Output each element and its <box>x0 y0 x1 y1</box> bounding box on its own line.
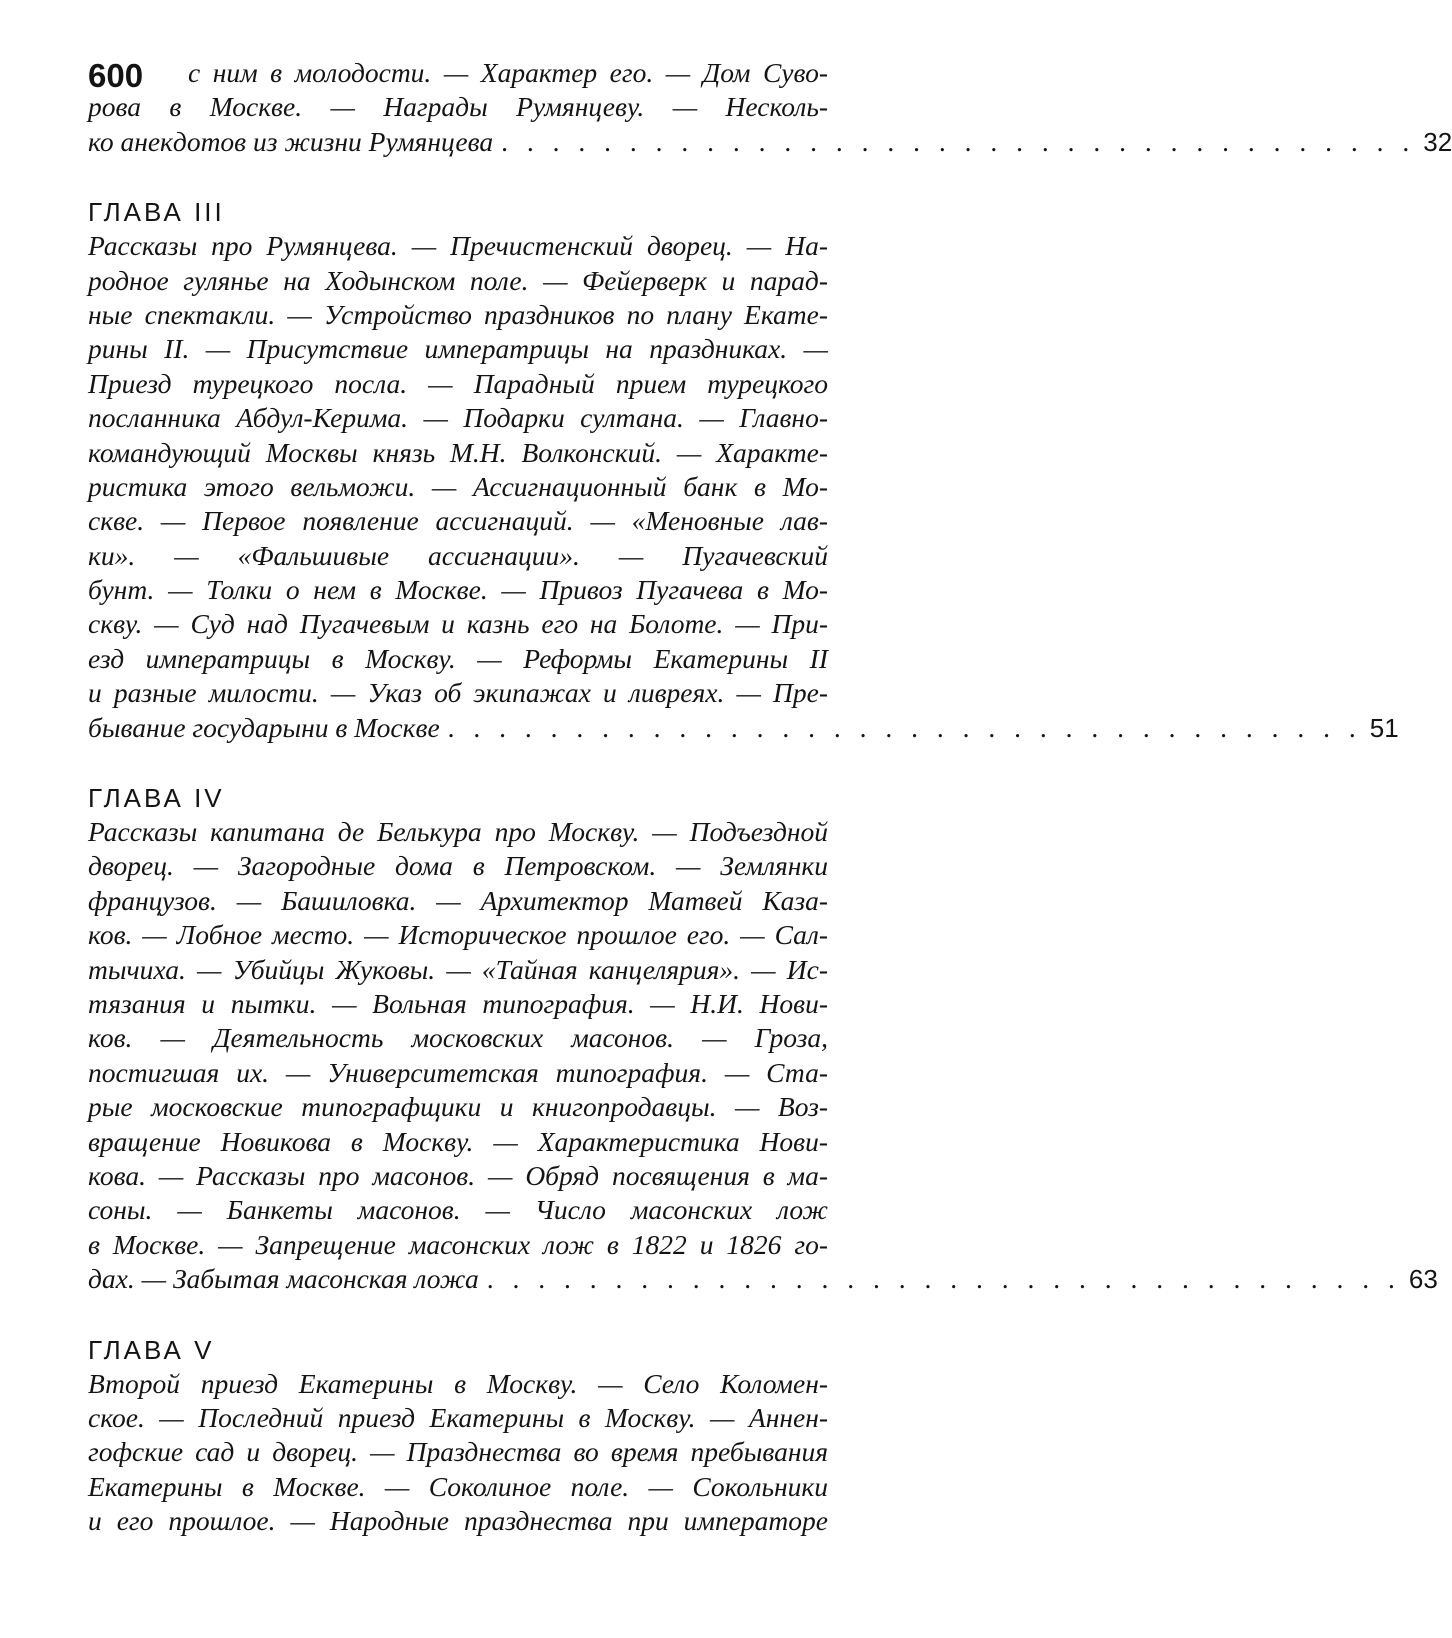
entry-line: дах. — Забытая масонская ложа <box>88 1263 479 1295</box>
entry-line: Рассказы про Румянцева. — Пречистенский дворец. — На- <box>88 230 828 262</box>
page-number: 600 <box>88 57 144 94</box>
chapter-heading: ГЛАВА IV <box>88 783 225 814</box>
entry-line: рые московские типографщики и книгопродавцы. — Воз- <box>88 1091 828 1123</box>
entry-line: рины II. — Присутствие императрицы на праздниках. — <box>88 333 828 365</box>
entry-line: ко анекдотов из жизни Румянцева <box>88 125 494 157</box>
leader-dots: . . . . . . . . . . . . . . . . . . . . . . . . . . . . . . . . . . . . <box>501 125 1416 157</box>
entry-line: Второй приезд Екатерины в Москву. — Село Коломен- <box>88 1367 828 1399</box>
entry-line: и его прошлое. — Народные празднества при императоре <box>88 1505 828 1537</box>
entry-line: езд императрицы в Москву. — Реформы Екатерины II <box>88 642 828 674</box>
leader-dots: . . . . . . . . . . . . . . . . . . . . . . . . . . . . . . . . . . . . <box>447 711 1362 743</box>
entry-last-line <box>88 125 1452 159</box>
toc-page <box>88 56 1452 1538</box>
entry-line: дворец. — Загородные дома в Петровском. — Землянки <box>88 850 828 882</box>
entry-line: Екатерины в Москве. — Соколиное поле. — Сокольники <box>88 1470 828 1502</box>
entry-line: вращение Новикова в Москву. — Характеристика Нови- <box>88 1125 828 1157</box>
entry-line: постигшая их. — Университетская типография. — Ста- <box>88 1056 828 1088</box>
chapter-heading: ГЛАВА V <box>88 1334 215 1365</box>
entry-line: французов. — Башиловка. — Архитектор Матвей Каза- <box>88 884 828 916</box>
entry-line: ков. — Деятельность московских масонов. — Гроза, <box>88 1022 828 1054</box>
entry-line: ные спектакли. — Устройство праздников по плану Екате- <box>88 298 828 330</box>
entry-line: ки». — «Фальшивые ассигнации». — Пугачевский <box>88 539 828 571</box>
entry-line: скве. — Первое появление ассигнаций. — «Меновные лав- <box>88 505 828 537</box>
entry-last-line <box>88 1262 1438 1296</box>
entry-line: соны. — Банкеты масонов. — Число масонских лож <box>88 1194 828 1226</box>
entry-page-number: 51 <box>1369 712 1399 743</box>
entry-line: тычиха. — Убийцы Жуковы. — «Тайная канцелярия». — Ис- <box>88 953 828 985</box>
entry-line: рова в Москве. — Награды Румянцеву. — Несколь- <box>88 91 828 123</box>
entry-line: кова. — Рассказы про масонов. — Обряд посвящения в ма- <box>88 1159 828 1191</box>
entry-line: ское. — Последний приезд Екатерины в Москву. — Аннен- <box>88 1401 828 1433</box>
entry-line: тязания и пытки. — Вольная типография. — Н.И. Нови- <box>88 987 828 1019</box>
toc-entry-chapter-3 <box>88 195 1399 745</box>
entry-line: родное гулянье на Ходынском поле. — Фейерверк и парад- <box>88 264 828 296</box>
entry-line: Рассказы капитана де Белькура про Москву. — Подъездной <box>88 816 828 848</box>
entry-line: бунт. — Толки о нем в Москве. — Привоз Пугачева в Мо- <box>88 574 828 606</box>
entry-line: в Москве. — Запрещение масонских лож в 1822 и 1826 го- <box>88 1228 828 1260</box>
toc-entry-chapter-4 <box>88 781 1438 1296</box>
entry-last-line <box>88 711 1399 745</box>
entry-line: ков. — Лобное место. — Историческое прошлое его. — Сал- <box>88 919 828 951</box>
toc-entry-continued <box>88 56 1452 159</box>
entry-line: ристика этого вельможи. — Ассигнационный банк в Мо- <box>88 470 828 502</box>
entry-line: гофские сад и дворец. — Празднества во время пребывания <box>88 1436 828 1468</box>
entry-line: с ним в молодости. — Характер его. — Дом Суво- <box>188 57 828 88</box>
toc-entry-chapter-5 <box>88 1333 908 1539</box>
entry-line: и разные милости. — Указ об экипажах и ливреях. — Пре- <box>88 677 828 709</box>
entry-line: посланника Абдул-Керима. — Подарки султана. — Главно- <box>88 402 828 434</box>
chapter-heading: ГЛАВА III <box>88 197 225 228</box>
entry-page-number: 32 <box>1423 126 1452 157</box>
entry-line: командующий Москвы князь М.Н. Волконский. — Характе- <box>88 436 828 468</box>
entry-line: Приезд турецкого посла. — Парадный прием турецкого <box>88 367 828 399</box>
entry-line: скву. — Суд над Пугачевым и казнь его на Болоте. — При- <box>88 608 828 640</box>
entry-page-number: 63 <box>1408 1264 1438 1295</box>
leader-dots: . . . . . . . . . . . . . . . . . . . . . . . . . . . . . . . . . . . . <box>486 1263 1401 1295</box>
entry-line: бывание государыни в Москве <box>88 711 440 743</box>
